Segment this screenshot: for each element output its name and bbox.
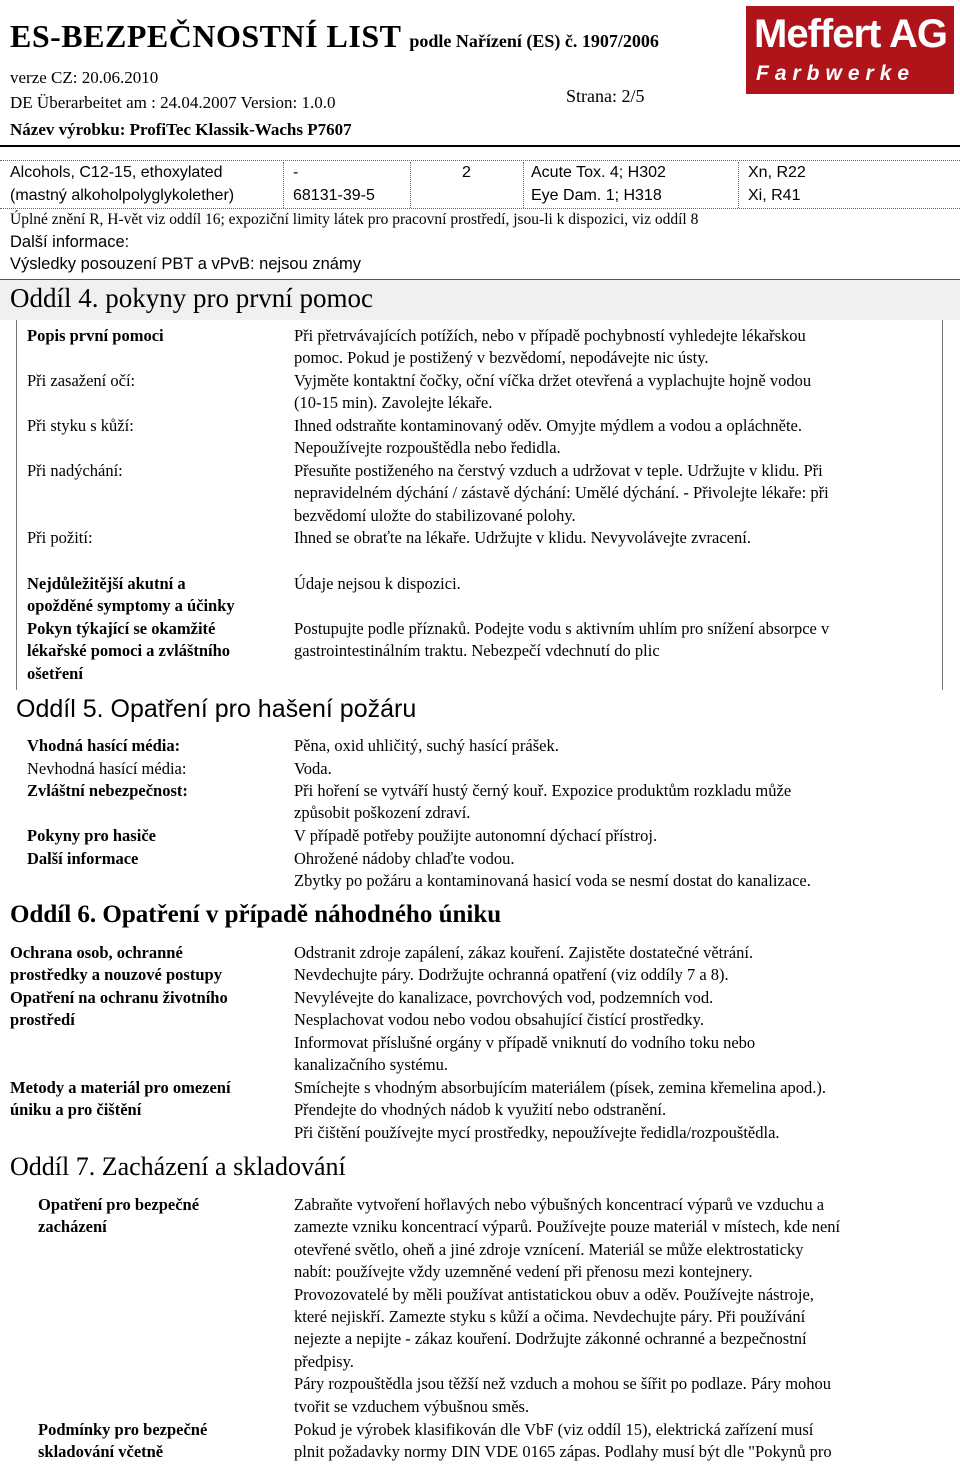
text-line: pomoc. Pokud je postižený v bezvědomí, nepodávejte nic ústy. [294, 348, 709, 368]
text-line: Nevdechujte páry. Dodržujte ochranná opatření (viz oddíly 7 a 8). [294, 965, 729, 985]
text-line: tvořit se vzduchem výbušnou směs. [294, 1396, 530, 1416]
text-line: Provozovatelé by měli používat antistatickou obuv a oděv. Používejte nástroje, [294, 1284, 814, 1304]
logo-line1: Meffert AG [754, 12, 947, 56]
text-line: Při hoření se vytváří hustý černý kouř. Expozice produktům rozkladu může [294, 781, 792, 800]
text-line: Opatření na ochranu životního [10, 988, 228, 1007]
text-line: úniku a pro čištění [10, 1100, 142, 1120]
text-line: Pěna, oxid uhličitý, suchý hasící prášek. [294, 736, 559, 755]
pbt-result: Výsledky posouzení PBT a vPvB: nejsou známy [10, 255, 361, 273]
text-line: Pokyn týkající se okamžité [27, 619, 216, 638]
text-line: Nejdůležitější akutní a [27, 574, 186, 593]
text-line: Údaje nejsou k dispozici. [294, 574, 461, 593]
text-line: Informovat příslušné orgány v případě vniknutí do vodního toku nebo [294, 1032, 756, 1052]
text-line: Přesuňte postiženého na čerstvý vzduch a udržovat v teple. Udržujte v klidu. Při [294, 461, 823, 480]
col-divider [283, 162, 284, 208]
text-line: které nejiskří. Zamezte styku s kůží a očima. Nevdechujte páry. Při používání [294, 1307, 806, 1326]
col-divider [410, 162, 411, 208]
label-environmental [10, 987, 228, 1032]
text-line: gastrointestinálním traktu. Nebezpečí vdechnutí do plic [294, 641, 660, 661]
page-number: Strana: 2/5 [566, 86, 645, 106]
text-line: Páry rozpouštědla jsou těžší než vzduch a mohou se šířit po podlaze. Páry mohou [294, 1374, 832, 1394]
label-symptoms [27, 573, 235, 618]
label-inhalation: Při nadýchání: [27, 461, 123, 480]
text-line: Vyjměte kontaktní čočky, oční víčka držet otevřená a vyplachujte hojně vodou [294, 371, 812, 390]
full-text-note: Úplné znění R, H-vět viz oddíl 16; expoziční limity látek pro pracovní prostředí, jsou-li k dispozici, viz oddíl 8 [10, 211, 699, 228]
text-line: Nesplachovat vodou nebo vodou obsahující čistící prostředky. [294, 1010, 704, 1030]
label-eye-contact: Při zasažení očí: [27, 371, 136, 390]
meffert-logo [746, 6, 954, 94]
text-line: opožděné symptomy a účinky [27, 596, 235, 616]
table-top-rule [0, 160, 960, 161]
label-safe-handling [38, 1194, 199, 1239]
text-line: Zabraňte vytvoření hořlavých nebo výbušných koncentrací výparů ve vzduchu a [294, 1195, 825, 1214]
text-line: nejezte a nepijte - zákaz kouření. Dodržujte zákonné ochranné a bezpečnostní [294, 1329, 807, 1349]
label-skin-contact: Při styku s kůží: [27, 416, 134, 435]
ingredient-name: Alcohols, C12-15, ethoxylated [10, 164, 223, 181]
text-line: lékařské pomoci a zvláštního [27, 641, 231, 661]
label-suitable-media: Vhodná hasící média: [27, 736, 181, 755]
text-line: zacházení [38, 1217, 107, 1237]
label-firefighter-advice: Pokyny pro hasiče [27, 826, 156, 845]
label-unsuitable-media: Nevhodná hasící média: [27, 759, 187, 778]
text-line: kanalizačního systému. [294, 1055, 448, 1075]
text-line: (10-15 min). Zavolejte lékaře. [294, 393, 493, 413]
text-line: Při čištění používejte mycí prostředky, nepoužívejte ředidla/rozpouštědla. [294, 1122, 780, 1142]
title-text: ES-BEZPEČNOSTNÍ LIST [10, 18, 401, 54]
ingredient-hazard1: Acute Tox. 4; H302 [531, 164, 666, 181]
label-ingestion: Při požití: [27, 528, 93, 547]
ingredient-ec: - [293, 164, 299, 181]
col-divider [738, 162, 739, 208]
label-special-hazard: Zvláštní nebezpečnost: [27, 781, 188, 800]
text-line: V případě potřeby použijte autonomní dýchací přístroj. [294, 826, 658, 845]
label-further-info: Další informace [27, 849, 139, 868]
header-divider [0, 145, 960, 147]
text-line: Postupujte podle příznaků. Podejte vodu s aktivním uhlím pro snížení absorpce v [294, 619, 830, 638]
section-7-title: Oddíl 7. Zacházení a skladování [10, 1152, 346, 1181]
logo-line2: Farbwerke [756, 62, 916, 85]
text-line: otevřené světlo, oheň a jiné zdroje vznícení. Materiál se může elektrostaticky [294, 1239, 804, 1259]
text-line: Při přetrvávajících potížích, nebo v případě pochybností vyhledejte lékařskou [294, 326, 806, 345]
col-divider [523, 162, 524, 208]
text-line: nabít: používejte vždy uzemněné vedení při přenosu mezi kontejnery. [294, 1262, 753, 1282]
text-line: prostředky a nouzové postupy [10, 965, 222, 985]
regulation-text: podle Nařízení (ES) č. 1907/2006 [409, 31, 659, 51]
label-personal-protection [10, 942, 222, 987]
text-line: předpisy. [294, 1351, 354, 1371]
text-line: Nepoužívejte rozpouštědla nebo ředidla. [294, 438, 561, 458]
ingredient-hazard2: Eye Dam. 1; H318 [531, 187, 662, 204]
text-line: zamezte vzniku koncentrací výparů. Používejte pouze materiál v místech, kde není [294, 1217, 841, 1237]
version-cz: verze CZ: 20.06.2010 [10, 68, 159, 87]
text-line: Voda. [294, 759, 332, 778]
version-de: DE Überarbeitet am : 24.04.2007 Version: 1.0.0 [10, 93, 336, 112]
text-line: ošetření [27, 663, 83, 683]
text-line: způsobit poškození zdraví. [294, 803, 471, 823]
further-info-label: Další informace: [10, 233, 130, 251]
label-first-aid: Popis první pomoci [27, 326, 164, 345]
product-name: Název výrobku: ProfiTec Klassik-Wachs P7607 [10, 120, 352, 139]
section-6-title: Oddíl 6. Opatření v případě náhodného úniku [10, 901, 502, 928]
text-line: Odstranit zdroje zapálení, zákaz kouření. Zajistěte dostatečné větrání. [294, 943, 754, 962]
section-4-title: Oddíl 4. pokyny pro první pomoc [10, 283, 373, 313]
text-line: Ochrana osob, ochranné [10, 943, 183, 962]
document-title [10, 18, 659, 55]
text-line: Ihned se obraťte na lékaře. Udržujte v klidu. Nevyvolávejte zvracení. [294, 528, 751, 547]
text-line: Metody a materiál pro omezení [10, 1078, 231, 1097]
label-medical-attention [27, 618, 230, 685]
text-line: Podmínky pro bezpečné [38, 1420, 208, 1439]
label-safe-storage [38, 1419, 207, 1464]
text-line: Nevylévejte do kanalizace, povrchových vod, podzemních vod. [294, 988, 714, 1007]
section-4-header [0, 279, 960, 320]
ingredient-class2: Xi, R41 [748, 187, 801, 204]
text-line: nepravidelném dýchání / zástavě dýchání: Umělé dýchání. - Přivolejte lékaře: při [294, 483, 829, 503]
text-line: Ihned odstraňte kontaminovaný oděv. Omyjte mýdlem a vodou a opláchněte. [294, 416, 803, 435]
section-5-title: Oddíl 5. Opatření pro hašení požáru [16, 695, 417, 723]
text-line: Přendejte do vhodných nádob k využití nebo odstranění. [294, 1100, 667, 1120]
text-line: bezvědomí uložte do stabilizované polohy. [294, 505, 576, 525]
table-bottom-rule [0, 208, 960, 209]
ingredient-name-cz: (mastný alkoholpolyglykolether) [10, 187, 235, 204]
text-line: Pokud je výrobek klasifikován dle VbF (viz oddíl 15), elektrická zařízení musí [294, 1420, 814, 1439]
text-line: skladování včetně [38, 1442, 164, 1462]
text-line: Ohrožené nádoby chlaďte vodou. [294, 849, 515, 868]
text-line: Opatření pro bezpečné [38, 1195, 200, 1214]
text-line: Zbytky po požáru a kontaminovaná hasicí voda se nesmí dostat do kanalizace. [294, 871, 811, 891]
ingredient-class1: Xn, R22 [748, 164, 806, 181]
text-line: Smíchejte s vhodným absorbujícím materiálem (písek, zemina křemelina apod.). [294, 1078, 826, 1097]
ingredient-cas: 68131-39-5 [293, 187, 375, 204]
label-cleanup-methods [10, 1077, 231, 1122]
text-line: prostředí [10, 1010, 75, 1030]
text-line: plnit požadavky normy DIN VDE 0165 zápas. Podlahy musí být dle "Pokynů pro [294, 1442, 832, 1462]
ingredient-percent: 2 [462, 164, 471, 181]
